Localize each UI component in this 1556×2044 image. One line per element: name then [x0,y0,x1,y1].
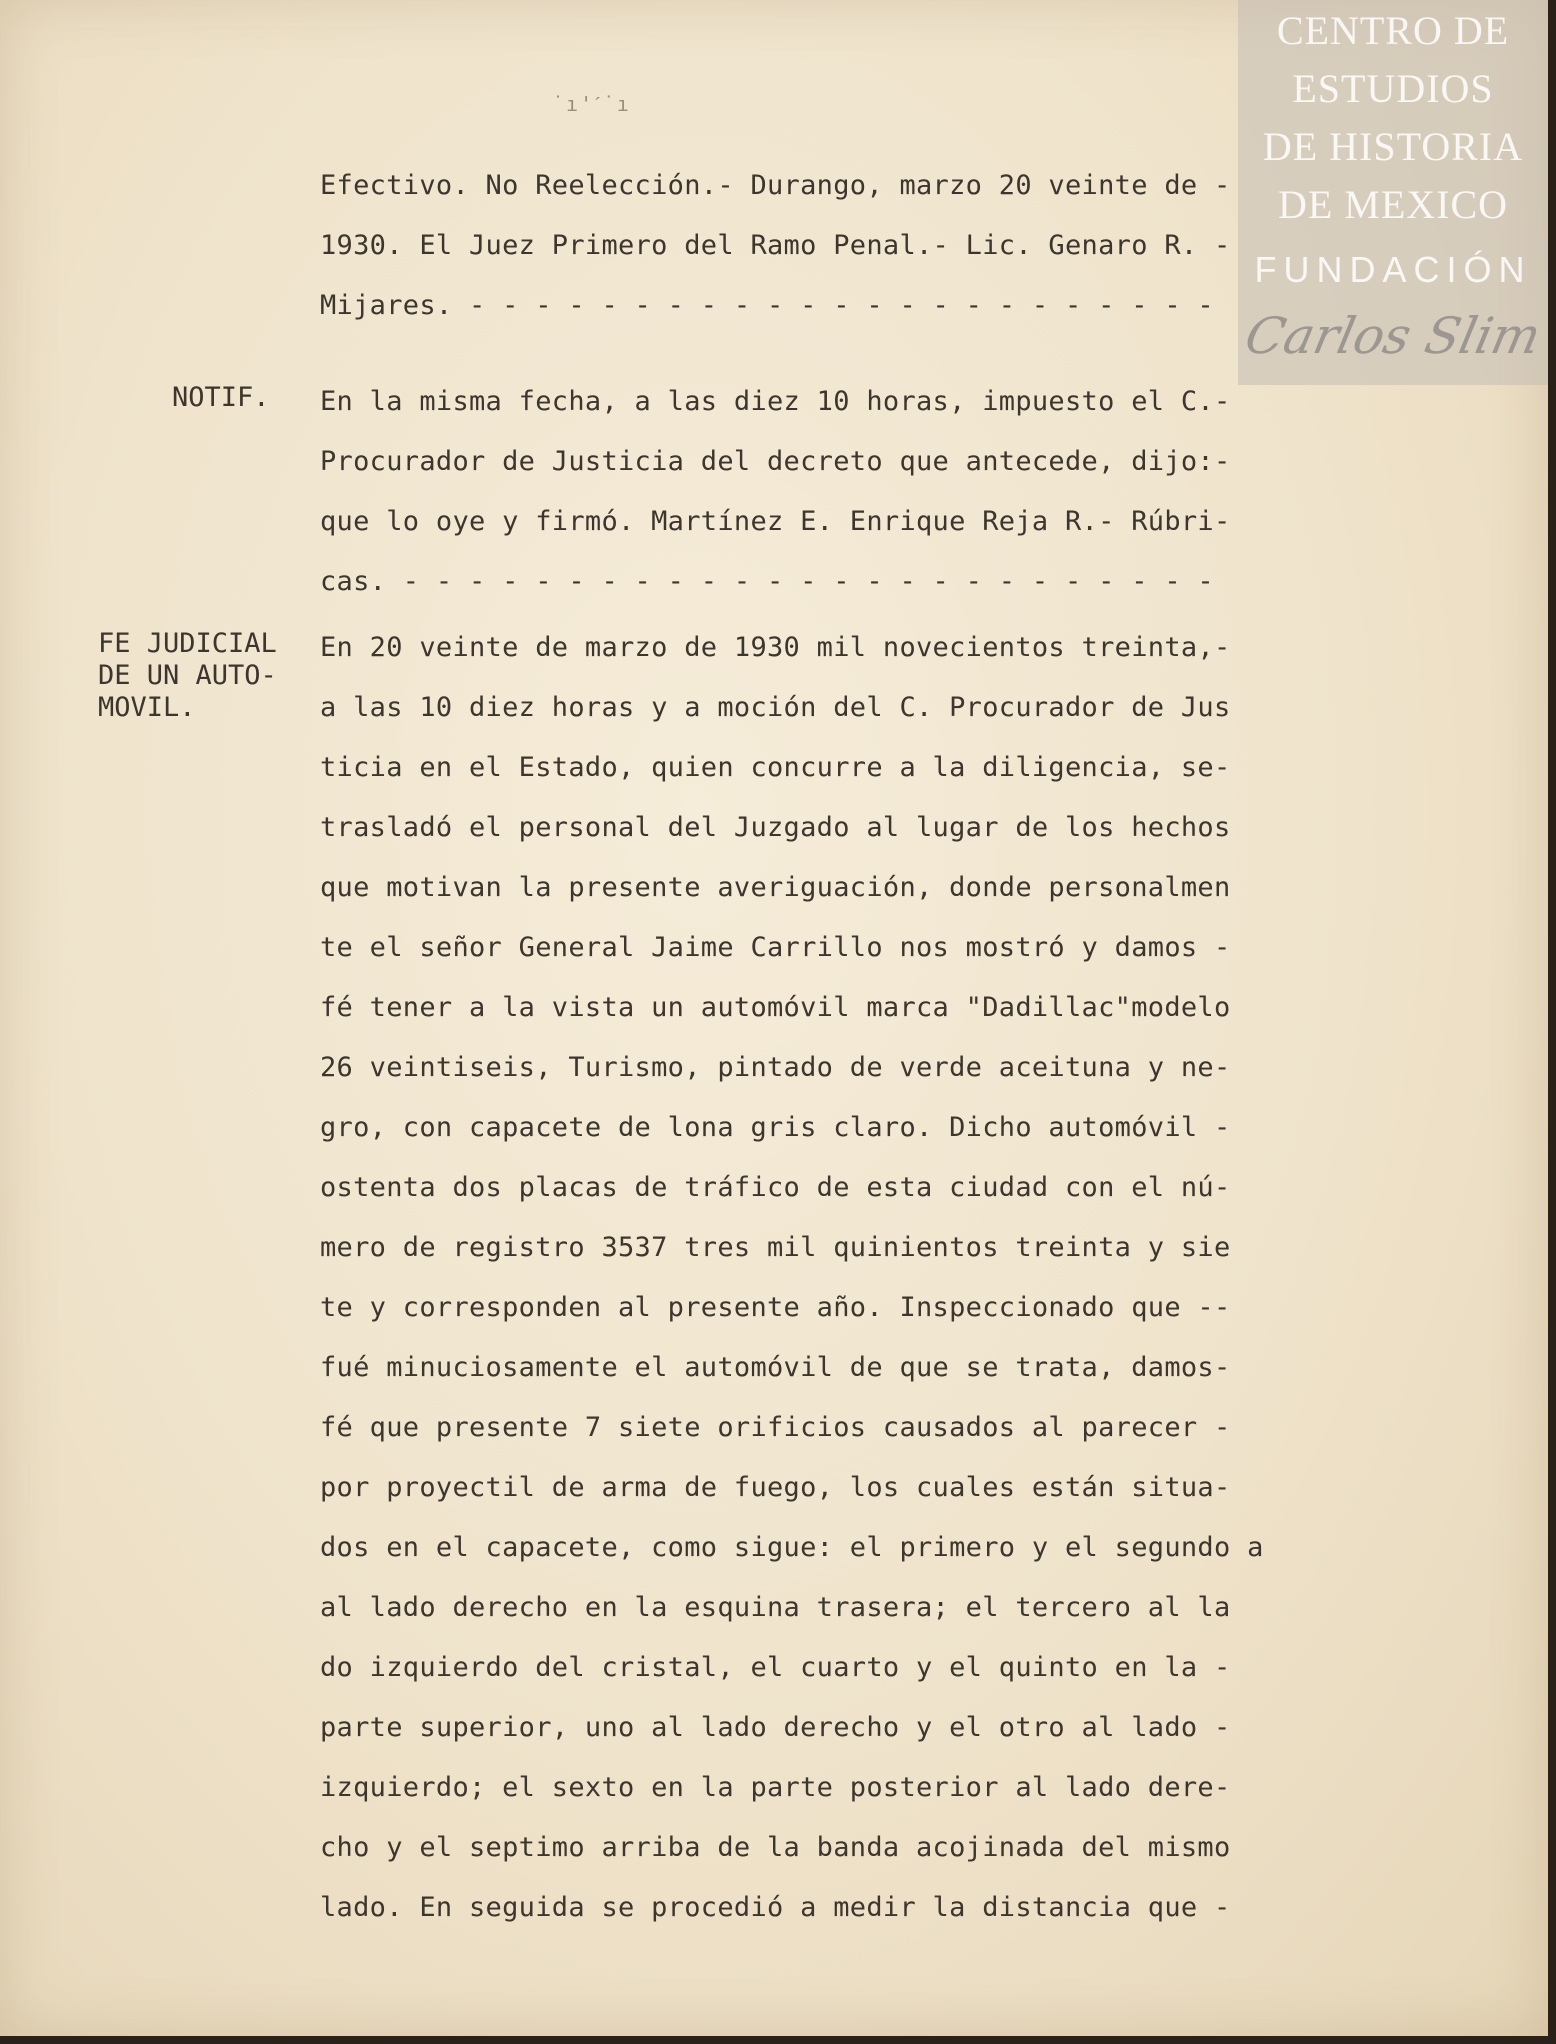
margin-note-fe-judicial: DE UN AUTO- [98,660,277,691]
watermark-line: DE HISTORIA [1262,124,1524,169]
text-line: izquierdo; el sexto en la parte posterior al lado dere- [320,1772,1231,1803]
watermark-line: CENTRO DE [1276,8,1510,53]
text-line: al lado derecho en la esquina trasera; el tercero al la [320,1592,1231,1623]
margin-note-notif: NOTIF. [172,382,270,413]
watermark-line: DE MEXICO [1277,182,1509,227]
margin-note-fe-judicial: MOVIL. [98,692,196,723]
text-line: 26 veintiseis, Turismo, pintado de verde aceituna y ne- [320,1052,1231,1083]
faint-mark: ˙ı'ˊ˙ı [552,92,631,116]
text-line: te y corresponden al presente año. Inspeccionado que -- [320,1292,1231,1323]
text-line: que lo oye y firmó. Martínez E. Enrique Reja R.- Rúbri- [320,506,1231,537]
text-line: ostenta dos placas de tráfico de esta ciudad con el nú- [320,1172,1231,1203]
text-line: te el señor General Jaime Carrillo nos mostró y damos - [320,932,1231,963]
text-line: fé que presente 7 siete orificios causados al parecer - [320,1412,1231,1443]
text-line: 1930. El Juez Primero del Ramo Penal.- Lic. Genaro R. - [320,230,1231,261]
text-line: cho y el septimo arriba de la banda acojinada del mismo [320,1832,1231,1863]
text-line: fé tener a la vista un automóvil marca "Dadillac"modelo [320,992,1231,1023]
text-line: lado. En seguida se procedió a medir la distancia que - [320,1892,1231,1923]
watermark-signature: Carlos Slim [1240,307,1546,365]
watermark-line: ESTUDIOS [1292,66,1494,111]
text-line: En 20 veinte de marzo de 1930 mil novecientos treinta,- [320,632,1231,663]
text-line: mero de registro 3537 tres mil quinientos treinta y sie [320,1232,1231,1263]
text-line: do izquierdo del cristal, el cuarto y el quinto en la - [320,1652,1231,1683]
text-line: Mijares. - - - - - - - - - - - - - - - - - - - - - - - [320,290,1214,321]
text-line: En la misma fecha, a las diez 10 horas, impuesto el C.- [320,386,1231,417]
text-line: trasladó el personal del Juzgado al lugar de los hechos [320,812,1231,843]
archive-watermark [1238,0,1548,385]
text-line: parte superior, uno al lado derecho y el otro al lado - [320,1712,1231,1743]
text-line: que motivan la presente averiguación, donde personalmen [320,872,1231,903]
text-line: a las 10 diez horas y a moción del C. Procurador de Jus [320,692,1231,723]
margin-note-fe-judicial: FE JUDICIAL [98,628,277,659]
text-line: ticia en el Estado, quien concurre a la diligencia, se- [320,752,1231,783]
text-line: fué minuciosamente el automóvil de que se trata, damos- [320,1352,1231,1383]
text-line: Procurador de Justicia del decreto que antecede, dijo:- [320,446,1231,477]
text-line: cas. - - - - - - - - - - - - - - - - - - - - - - - - - [320,566,1214,597]
text-line: dos en el capacete, como sigue: el primero y el segundo a [320,1532,1264,1563]
text-line: Efectivo. No Reelección.- Durango, marzo 20 veinte de - [320,170,1231,201]
text-line: gro, con capacete de lona gris claro. Dicho automóvil - [320,1112,1231,1143]
watermark-foundation: FUNDACIÓN [1254,249,1532,290]
text-line: por proyectil de arma de fuego, los cuales están situa- [320,1472,1231,1503]
